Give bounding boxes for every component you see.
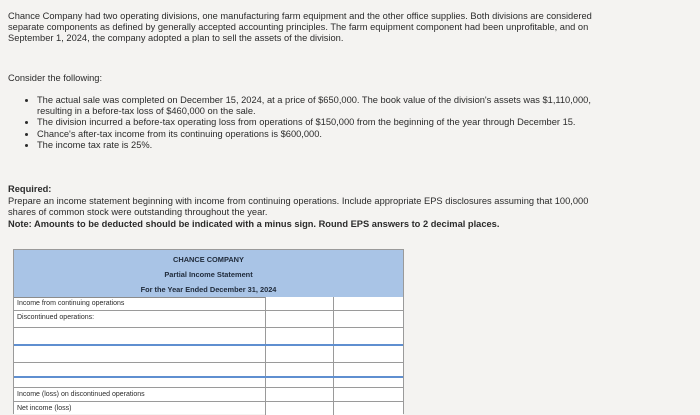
statement-title: Partial Income Statement bbox=[164, 270, 253, 279]
row-label-input[interactable] bbox=[14, 378, 266, 387]
amount-input[interactable] bbox=[266, 388, 334, 401]
total-input[interactable] bbox=[334, 363, 403, 376]
required-heading: Required: bbox=[8, 184, 52, 194]
list-item: • The actual sale was completed on December 15, 2024, at a price of $650,000. The book value of the division's assets was $1,110,000, resulting in a before-tax loss of $460,000 on the sale. bbox=[37, 95, 597, 117]
row-label: Income (loss) on discontinued operations bbox=[14, 388, 266, 401]
table-row bbox=[14, 297, 403, 311]
consider-heading: Consider the following: bbox=[8, 73, 103, 83]
total-input[interactable] bbox=[334, 402, 403, 415]
table-row bbox=[14, 346, 403, 363]
facts-list bbox=[22, 95, 597, 151]
row-label-input[interactable] bbox=[14, 328, 266, 344]
total-input[interactable] bbox=[334, 378, 403, 387]
amount-input[interactable] bbox=[266, 378, 334, 387]
table-row bbox=[14, 328, 403, 346]
table-row bbox=[14, 378, 403, 388]
total-input[interactable] bbox=[334, 328, 403, 344]
amount-input[interactable] bbox=[266, 311, 334, 327]
table-row bbox=[14, 402, 403, 415]
table-row bbox=[14, 363, 403, 378]
amount-input[interactable] bbox=[266, 297, 334, 310]
list-item: • The division incurred a before-tax operating loss from operations of $150,000 from the beginning of the year through December 15. bbox=[37, 117, 597, 128]
list-item: • The income tax rate is 25%. bbox=[37, 140, 597, 151]
total-input[interactable] bbox=[334, 388, 403, 401]
company-name: CHANCE COMPANY bbox=[173, 255, 244, 264]
amount-input[interactable] bbox=[266, 402, 334, 415]
list-item: • Chance's after-tax income from its continuing operations is $600,000. bbox=[37, 129, 597, 140]
amount-input[interactable] bbox=[266, 346, 334, 362]
row-label: Net income (loss) bbox=[14, 402, 266, 415]
total-input[interactable] bbox=[334, 311, 403, 327]
row-label: Income from continuing operations bbox=[14, 297, 266, 310]
instruction-note: Note: Amounts to be deducted should be indicated with a minus sign. Round EPS answers to 2 decimal places. bbox=[8, 219, 500, 229]
amount-input[interactable] bbox=[266, 363, 334, 376]
income-statement-table bbox=[13, 249, 404, 414]
row-label-input[interactable] bbox=[14, 346, 266, 362]
amount-input[interactable] bbox=[266, 328, 334, 344]
table-row bbox=[14, 388, 403, 402]
table-row bbox=[14, 311, 403, 328]
problem-intro: Chance Company had two operating divisions, one manufacturing farm equipment and the other office supplies. Both divisions are considered separate components as defined by generally accepted accounting principles. The farm equipment component had been unprofitable, and on September 1, 2024, the company adopted a plan to sell the assets of the division. bbox=[8, 11, 592, 44]
total-input[interactable] bbox=[334, 297, 403, 310]
row-label: Discontinued operations: bbox=[14, 311, 266, 327]
total-input[interactable] bbox=[334, 346, 403, 362]
statement-period: For the Year Ended December 31, 2024 bbox=[140, 285, 277, 294]
row-label-input[interactable] bbox=[14, 363, 266, 376]
required-text: Prepare an income statement beginning with income from continuing operations. Include appropriate EPS disclosures assuming that 100,000 shares of common stock were outstanding throughout the year. bbox=[8, 196, 589, 218]
statement-header bbox=[14, 250, 403, 298]
